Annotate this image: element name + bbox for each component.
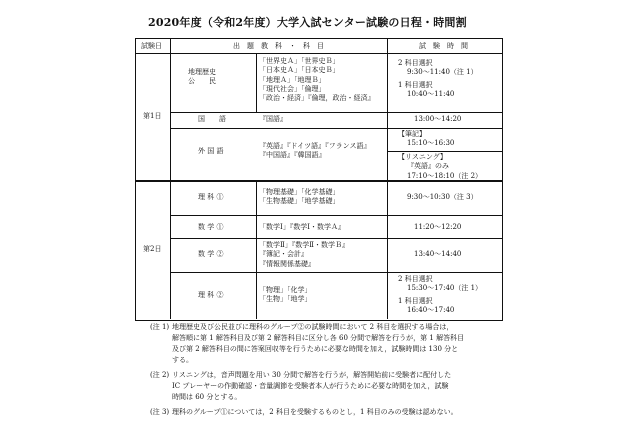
day2-label: 第2日 (143, 245, 162, 253)
time-cell: 2 科目選択 15:30～17:40（注 1） 1 科目選択 16:40～17:40 (398, 275, 483, 314)
time-cell: 2 科目選択 9:30～11:40（注 1） 1 科目選択 10:40～11:40 (398, 59, 478, 98)
table-divider (170, 39, 171, 319)
course-list: 「物理基礎」「化学基礎」 「生物基礎」「地学基礎」 (259, 188, 340, 206)
subject-label: 国 語 (198, 115, 226, 123)
header-time: 試 験 時 間 (419, 42, 468, 50)
time-cell: 13:00～14:20 (414, 115, 462, 123)
course-list: 『国語』 (259, 115, 287, 123)
course-list: 「世界史Ａ」「世界史Ｂ」 「日本史Ａ」「日本史Ｂ」 「地理Ａ」「地理Ｂ」 「現代社会」「倫理」 「政治・経済」『倫理，政治・経済』 (259, 57, 375, 103)
time-cell: 11:20～12:20 (414, 223, 462, 231)
course-list: 『英語』『ドイツ語』『フランス語』 『中国語』『韓国語』 (259, 142, 371, 160)
page-title: 2020年度（令和2年度）大学入試センター試験の日程・時間割 (148, 16, 467, 29)
subject-label: 数 学 ② (198, 250, 224, 258)
table-divider (387, 151, 502, 152)
subject-label: 数 学 ① (198, 223, 224, 231)
table-divider (136, 53, 502, 54)
header-day: 試験日 (141, 42, 162, 50)
table-divider (256, 181, 257, 319)
table-divider (170, 238, 502, 239)
day1-label: 第1日 (143, 112, 162, 120)
time-cell: 【筆記】 15:10～16:30 (398, 130, 455, 148)
time-cell: 【リスニング】 『英語』のみ 17:10～18:10（注 2） (398, 153, 483, 180)
course-list: 「物理」「化学」 「生物」「地学」 (259, 286, 312, 304)
subject-label: 地理歴史 公 民 (188, 68, 216, 86)
time-cell: 9:30～10:30（注 3） (407, 193, 478, 201)
table-divider (170, 112, 502, 113)
subject-label: 外 国 語 (198, 147, 224, 155)
table-divider (170, 272, 502, 273)
subject-label: 理 科 ① (198, 193, 224, 201)
table-divider (256, 54, 257, 112)
table-divider (387, 39, 388, 319)
schedule-table (135, 38, 503, 321)
time-cell: 13:40～14:40 (414, 250, 462, 258)
table-divider (170, 215, 502, 216)
header-subject: 出 題 教 科 ・ 科 目 (233, 42, 324, 50)
course-list: 「数学Ⅰ」『数学Ⅰ・数学Ａ』 (259, 223, 346, 231)
subject-label: 理 科 ② (198, 291, 224, 299)
table-divider (170, 128, 502, 129)
course-list: 「数学Ⅱ」『数学Ⅱ・数学Ｂ』 『簿記・会計』 『情報関係基礎』 (259, 241, 350, 268)
